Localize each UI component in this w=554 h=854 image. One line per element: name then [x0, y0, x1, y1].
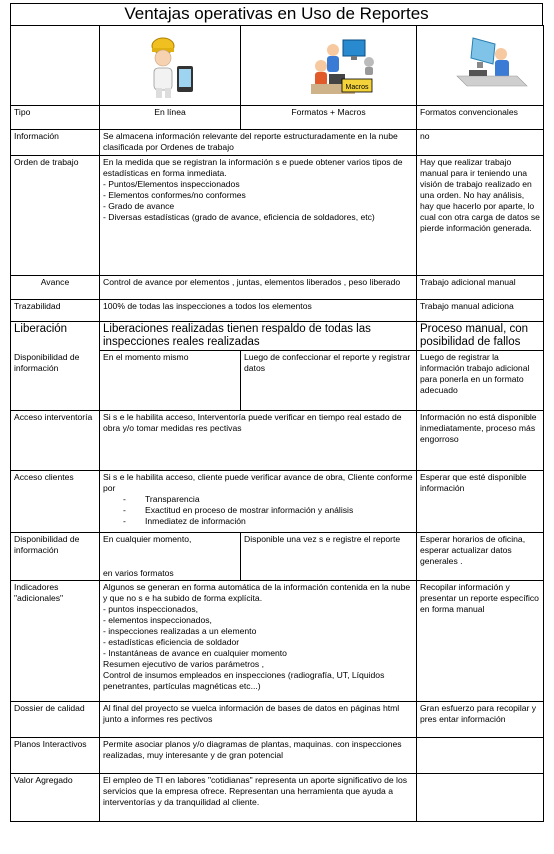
computer-worker-icon — [417, 26, 544, 105]
empty-corner-cell — [11, 26, 100, 106]
row-dossier — [11, 702, 544, 738]
label-dossier: Dossier de calidad — [11, 702, 100, 738]
indicadores-item: - Instantáneas de avance en cualquier momento — [103, 648, 287, 658]
label-indicadores: Indicadores "adicionales" — [11, 581, 100, 702]
interventoria-conventional: Información no está disponible inmediatamente, proceso más engorroso — [417, 411, 544, 471]
comparison-table — [10, 25, 544, 822]
disponibilidad-2-conventional: Esperar horarios de oficina, esperar actualizar datos generales . — [417, 533, 544, 581]
row-acceso-clientes — [11, 471, 544, 533]
orden-item: - Puntos/Elementos inspeccionados — [103, 179, 240, 189]
row-planos — [11, 738, 544, 774]
clientes-list — [103, 494, 413, 527]
row-acceso-interventoria — [11, 411, 544, 471]
row-indicadores — [11, 581, 544, 702]
macros-label: Macros — [345, 84, 369, 91]
disponibilidad-1-conventional: Luego de registrar la información trabajo adicional para ponerla en un formato adecuado — [417, 351, 544, 411]
indicadores-item: - puntos inspeccionados, — [103, 604, 199, 614]
disponibilidad-2-online-formats: en varios formatos — [103, 568, 174, 578]
label-informacion: Información — [11, 130, 100, 156]
row-disponibilidad-2 — [11, 533, 544, 581]
liberacion-online: Liberaciones realizadas tienen respaldo de todas las inspecciones reales realizadas — [100, 322, 417, 351]
disponibilidad-2-online-text: En cualquier momento, — [103, 534, 192, 544]
row-disponibilidad-1 — [11, 351, 544, 411]
indicadores-conventional: Recopilar información y presentar un reporte específico en forma manual — [417, 581, 544, 702]
planos-online: Permite asociar planos y/o diagramas de plantas, maquinas. con inspecciones realizadas, muy interesante y de gran potencial — [100, 738, 417, 774]
header-formatos-macros: Formatos + Macros — [241, 106, 417, 130]
header-en-linea: En línea — [100, 106, 241, 130]
clientes-item: - Inmediatez de información — [123, 516, 413, 527]
indicadores-item: Control de insumos empleados en inspecciones (radiografía, UT, Líquidos penetrantes, partículas magnéticas etc...) — [103, 670, 385, 691]
clientes-conventional: Esperar que esté disponible información — [417, 471, 544, 533]
indicadores-item: Resumen ejecutivo de varios parámetros , — [103, 659, 264, 669]
label-disponibilidad-1: Disponibilidad de información — [11, 351, 100, 411]
conventional-icon-cell — [417, 26, 544, 106]
label-liberacion: Liberación — [11, 322, 100, 351]
indicadores-item: - elementos inspeccionados, — [103, 615, 212, 625]
disponibilidad-1-macros: Luego de confeccionar el reporte y registrar datos — [241, 351, 417, 411]
row-orden-trabajo — [11, 156, 544, 276]
planos-conventional — [417, 738, 544, 774]
indicadores-item: - estadísticas eficiencia de soldador — [103, 637, 240, 647]
disponibilidad-2-macros: Disponible una vez s e registre el reporte — [241, 533, 417, 581]
avance-conventional: Trabajo adicional manual — [417, 276, 544, 300]
label-trazabilidad: Trazabilidad — [11, 300, 100, 322]
disponibilidad-1-online: En el momento mismo — [100, 351, 241, 411]
liberacion-conventional: Proceso manual, con posibilidad de fallos — [417, 322, 544, 351]
valor-online: El empleo de TI en labores "cotidianas" representa un aporte significativo de los servicios que la empresa ofrece. Representan una herramienta que ayuda a interventorías y da tranquilidad al cliente. — [100, 774, 417, 822]
indicadores-item: - inspecciones realizadas a un elemento — [103, 626, 257, 636]
clientes-online — [100, 471, 417, 533]
label-planos: Planos Interactivos — [11, 738, 100, 774]
header-tipo: Tipo — [11, 106, 100, 130]
label-disponibilidad-2: Disponibilidad de información — [11, 533, 100, 581]
orden-intro: En la medida que se registran la información s e puede obtener varios tipos de estadísticas en forma inmediata. — [103, 157, 403, 178]
orden-conventional: Hay que realizar trabajo manual para ir teniendo una visión de trabajo realizado en una orden. No hay análisis, hay que hacerlo por aparte, lo cual con otra carga de datos se pierde información generada. — [417, 156, 544, 276]
row-valor — [11, 774, 544, 822]
informacion-online: Se almacena información relevante del reporte estructuradamente en la nube clasificada por Ordenes de trabajo — [100, 130, 417, 156]
valor-conventional — [417, 774, 544, 822]
trazabilidad-online: 100% de todas las inspecciones a todos los elementos — [100, 300, 417, 322]
icon-row — [11, 26, 544, 106]
avance-online: Control de avance por elementos , juntas, elementos liberados , peso liberado — [100, 276, 417, 300]
online-icon-cell — [100, 26, 241, 106]
orden-item: - Grado de avance — [103, 201, 175, 211]
row-liberacion — [11, 322, 544, 351]
header-row — [11, 106, 544, 130]
clientes-item: - Exactitud en proceso de mostrar información y análisis — [123, 505, 413, 516]
orden-online — [100, 156, 417, 276]
indicadores-intro: Algunos se generan en forma automática de la información contenida en la nube y que no s e ha subido de forma explícita. — [103, 582, 411, 603]
indicadores-online — [100, 581, 417, 702]
label-orden-trabajo: Orden de trabajo — [11, 156, 100, 276]
label-valor: Valor Agregado — [11, 774, 100, 822]
document-page — [10, 3, 543, 822]
clientes-intro: Si s e le habilita acceso, cliente puede verificar avance de obra, Cliente conforme por — [103, 472, 413, 493]
macros-icon-cell — [241, 26, 417, 106]
clientes-item: - Transparencia — [123, 494, 413, 505]
row-trazabilidad — [11, 300, 544, 322]
label-acceso-interventoria: Acceso interventoría — [11, 411, 100, 471]
orden-item: - Elementos conformes/no conformes — [103, 190, 246, 200]
worker-tablet-icon — [100, 26, 241, 105]
computer-users-macros-icon — [241, 26, 417, 105]
document-title: Ventajas operativas en Uso de Reportes — [10, 3, 543, 25]
informacion-conventional: no — [417, 130, 544, 156]
interventoria-online: Si s e le habilita acceso, Interventoría puede verificar en tiempo real estado de obra y/o tomar medidas res pectivas — [100, 411, 417, 471]
disponibilidad-2-online — [100, 533, 241, 581]
dossier-conventional: Gran esfuerzo para recopilar y pres entar información — [417, 702, 544, 738]
row-informacion — [11, 130, 544, 156]
label-acceso-clientes: Acceso clientes — [11, 471, 100, 533]
orden-item: - Diversas estadísticas (grado de avance, eficiencia de soldadores, etc) — [103, 212, 375, 222]
label-avance: Avance — [11, 276, 100, 300]
trazabilidad-conventional: Trabajo manual adiciona — [417, 300, 544, 322]
row-avance — [11, 276, 544, 300]
header-formatos-convencionales: Formatos convencionales — [417, 106, 544, 130]
dossier-online: Al final del proyecto se vuelca información de bases de datos en páginas html junto a informes res pectivos — [100, 702, 417, 738]
